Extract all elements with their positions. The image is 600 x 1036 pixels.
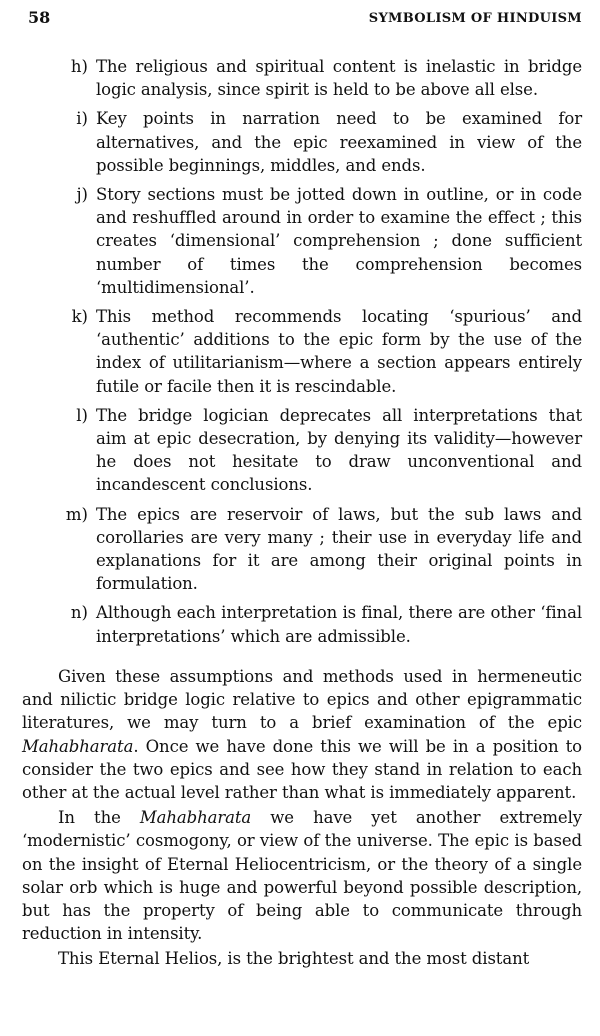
list-item-text: The religious and spiritual content is inelastic in bridge logic analysis, since spirit is held to be above all else. <box>96 57 582 100</box>
paragraph-text: . Once we have done this we will be in a position to consider the two epics and see how they stand in relation to each other at the actual level rather than what is immediately apparent. <box>22 736 582 803</box>
paragraph-text: Given these assumptions and methods used in hermeneutic and nilictic bridge logic relative to epics and other epigrammatic literatures, we may turn to a brief examination of the epic <box>22 667 582 733</box>
paragraph-text: This Eternal Helios, is the brightest and the most distant <box>58 949 530 969</box>
list-marker: k) <box>71 307 88 327</box>
list-marker: n) <box>70 603 88 623</box>
list-marker: j) <box>76 185 88 205</box>
paragraph <box>22 806 582 945</box>
list-marker: l) <box>76 405 88 425</box>
list-item-text: This method recommends locating ‘spurious’ and ‘authentic’ additions to the epic form by the use of the index of utilitarianism—where a section appears entirely futile or facile then it is rescindable. <box>96 307 582 396</box>
list-item <box>54 55 582 101</box>
paragraph <box>22 947 582 970</box>
list-item-text: Key points in narration need to be examined for alternatives, and the epic reexamined in view of the possible beginnings, middles, and ends. <box>96 109 582 175</box>
list-marker: h) <box>70 57 88 76</box>
list-item-text: The bridge logician deprecates all interpretations that aim at epic desecration, by denying its validity—however he does not hesitate to draw unconventional and incandescent conclusions. <box>96 405 582 495</box>
list-item <box>54 601 582 647</box>
lettered-list <box>54 55 582 654</box>
page-number: 58 <box>28 8 51 27</box>
paragraph-text: we have yet another extremely ‘modernistic’ cosmogony, or view of the universe. The epic is based on the insight of Eternal Heliocentricism, or the theory of a single solar orb which is huge and powerful beyond possible description, but has the property of being able to communicate through reduction in intensity. <box>22 808 582 944</box>
epic-title: Mahabharata <box>139 808 252 828</box>
list-item <box>54 305 582 398</box>
epic-title: Mahabharata <box>22 736 134 756</box>
list-item-text: Story sections must be jotted down in outline, or in code and reshuffled around in order to examine the effect ; this creates ‘dimensional’ comprehension ; done sufficient number of times the comprehension becomes ‘multidimensional’. <box>96 185 582 297</box>
list-item-text: The epics are reservoir of laws, but the sub laws and corollaries are very many ; their use in everyday life and explanations for it are among their original points in formulation. <box>96 504 582 594</box>
list-item <box>54 404 582 497</box>
list-marker: i) <box>76 109 88 129</box>
list-item <box>54 107 582 177</box>
paragraph-text: In the <box>58 808 140 828</box>
paragraph <box>22 665 582 804</box>
body-text <box>22 665 582 973</box>
list-marker: m) <box>65 504 88 524</box>
page-header <box>0 8 600 32</box>
running-head: SYMBOLISM OF HINDUISM <box>368 11 582 26</box>
list-item-text: Although each interpretation is final, there are other ‘final interpretations’ which are admissible. <box>96 603 582 646</box>
list-item <box>54 503 582 596</box>
list-item <box>54 183 582 299</box>
